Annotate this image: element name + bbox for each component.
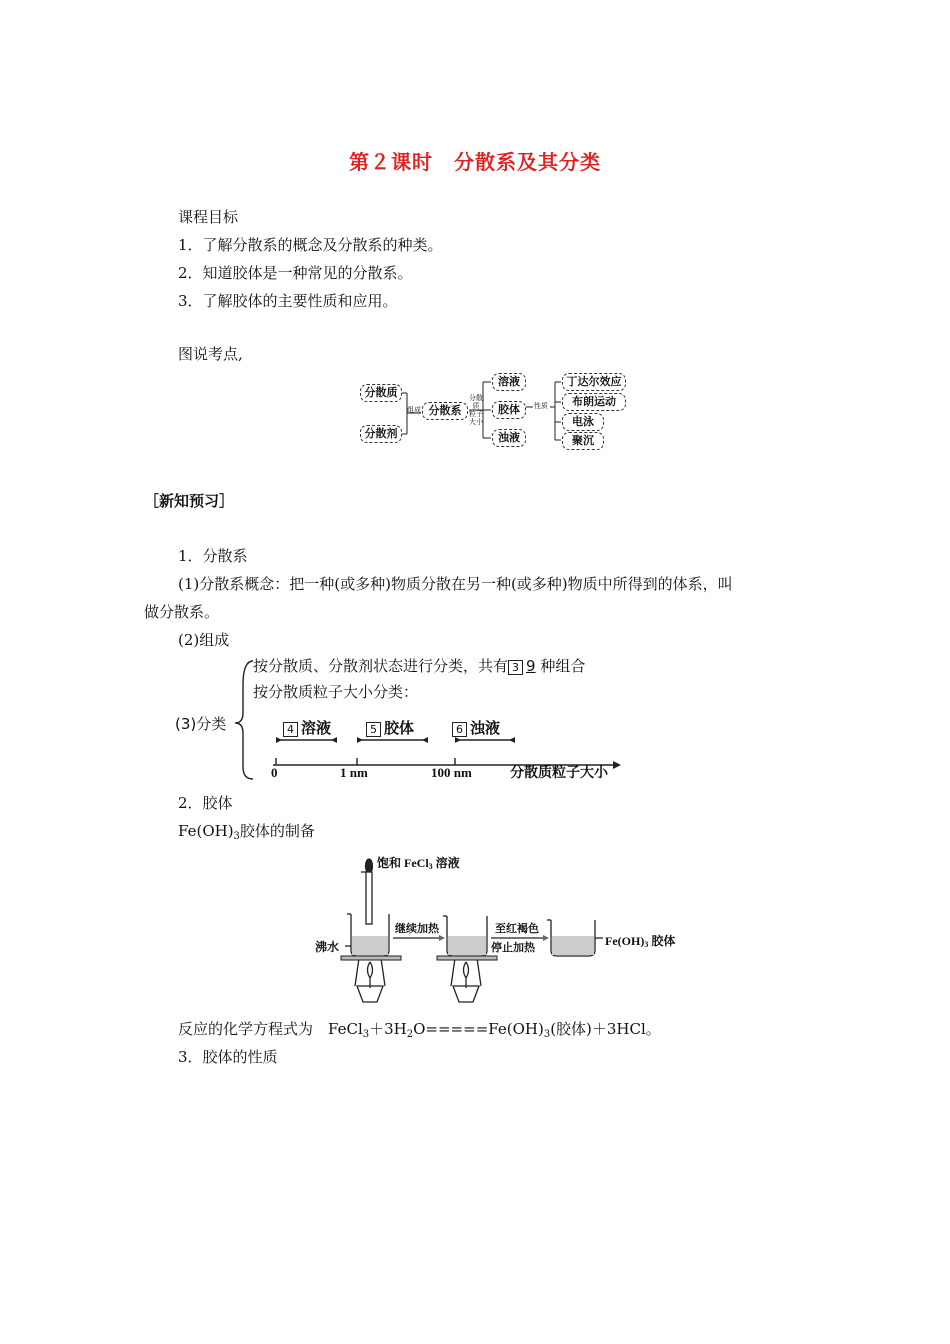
system-node: 分散系 [422,402,468,420]
red-brown-label: 至红褐色 [495,922,539,935]
classify-label: (3)分类 [175,715,227,733]
section-2-title: 2．胶体 [178,794,233,812]
heat-label: 继续加热 [395,922,439,935]
colloid-node: 胶体 [492,401,526,419]
dispersion-definition: (1)分散系概念：把一种(或多种)物质分散在另一种(或多种)物质中所得到的体系，叫 [178,575,733,593]
goal-item: 1．了解分散系的概念及分散系的种类。 [178,236,443,254]
apparatus-figure [315,850,675,1010]
colloid-range: 5 胶体 [366,717,414,738]
dispersoid-node: 分散质 [360,384,402,402]
classification-figure [175,655,635,785]
dispersant-node: 分散剂 [360,425,402,443]
dispersion-definition-cont: 做分散系。 [144,603,220,621]
tick-100nm: 100 nm [431,765,472,780]
composition-label: (2)组成 [178,631,230,649]
boiling-water-label: 沸水 [315,940,340,954]
goals-heading: 课程目标 [178,208,239,226]
coagulation-node: 聚沉 [562,432,604,450]
suspension-node: 浊液 [492,429,526,447]
compose-label: 组成 [407,406,421,414]
axis-label: 分散质粒子大小 [510,765,608,781]
suspension-range: 6 浊液 [452,717,500,738]
concept-map [355,370,635,455]
reaction-equation: 反应的化学方程式为 $FeCl_3+3H_2O=====Fe(OH)_3$(胶体)＋3HCl。 [178,1020,661,1040]
goal-item: 3．了解胶体的主要性质和应用。 [178,292,398,310]
product-label: Fe(OH)3 胶体 [605,934,676,949]
brownian-node: 布朗运动 [562,393,626,411]
goal-item: 2．知道胶体是一种常见的分散系。 [178,264,413,282]
tick-0: 0 [271,765,278,780]
page-title: 第２课时 分散系及其分类 [349,150,601,174]
size-label: 分散质 粒子 大小 [469,394,483,426]
preview-heading: ［新知预习］ [144,492,235,510]
classify-by-state: 按分散质、分散剂状态进行分类，共有 3 9 种组合 [253,657,586,675]
concept-map-heading: 图说考点, [178,345,243,363]
preparation-heading: $Fe(OH)_3$胶体的制备 [178,822,315,842]
tyndall-node: 丁达尔效应 [562,373,626,391]
solution-range: 4 溶液 [283,717,331,738]
property-label: 性质 [534,402,548,410]
fecl3-label: 饱和 FeCl3 溶液 [377,856,460,871]
electrophoresis-node: 电泳 [562,413,604,431]
tick-1nm: 1 nm [340,765,368,780]
stop-heat-label: 停止加热 [491,941,535,954]
classify-by-size: 按分散质粒子大小分类： [253,683,419,701]
section-1-title: 1．分散系 [178,547,248,565]
solution-node: 溶液 [492,373,526,391]
section-3-title: 3．胶体的性质 [178,1048,278,1066]
